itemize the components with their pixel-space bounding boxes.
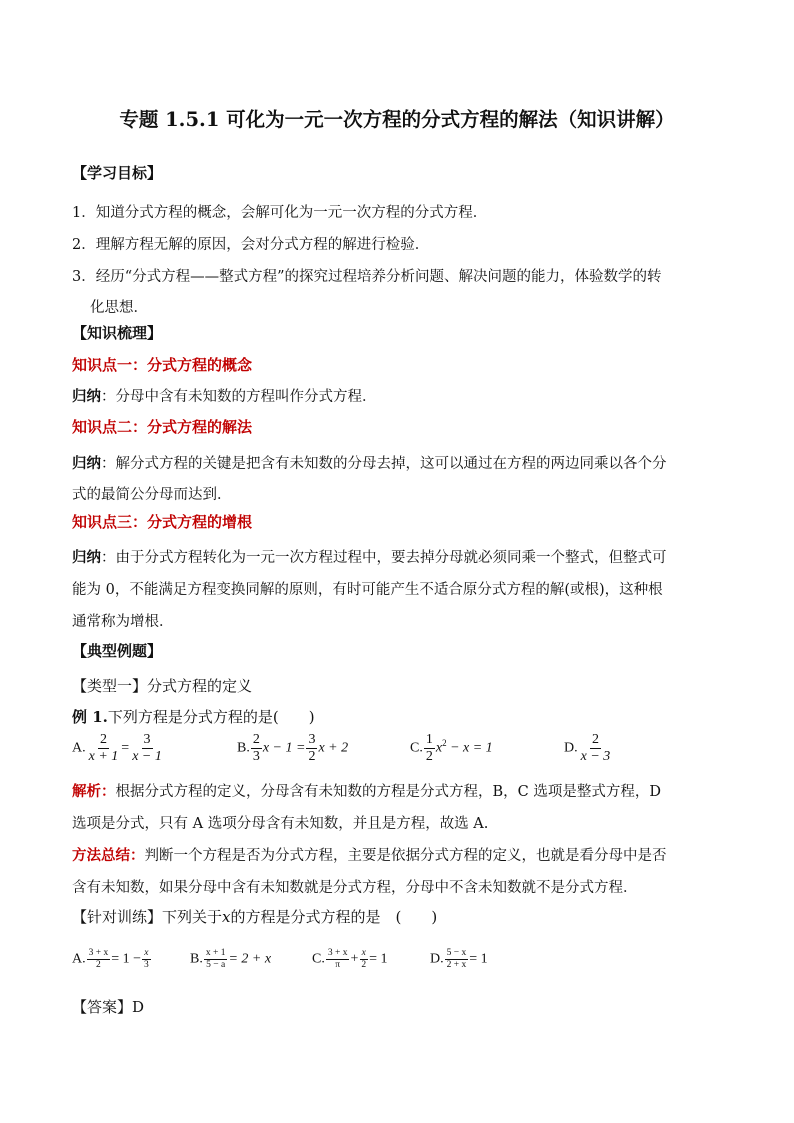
practice-question: 【针对训练】下列关于x的方程是分式方程的是 ( ) <box>72 908 438 926</box>
goal-item: 1．知道分式方程的概念，会解可化为一元一次方程的分式方程． <box>72 205 488 221</box>
examples-heading: 【典型例题】 <box>72 642 163 660</box>
analysis-label: 解析： <box>72 783 116 800</box>
method-summary-continued: 含有未知数，如果分母中含有未知数就是分式方程，分母中不含未知数就不是分式方程． <box>72 880 638 896</box>
knowledge-point-summary <box>72 452 667 473</box>
summary-lead: 归纳 <box>72 455 101 472</box>
answer-value: D <box>132 998 145 1016</box>
knowledge-heading: 【知识梳理】 <box>72 324 163 342</box>
summary-lead: 归纳 <box>72 388 101 405</box>
example-label: 例 1. <box>72 708 108 726</box>
summary-text-continued: 式的最简公分母而达到． <box>72 487 232 503</box>
knowledge-point-title: 知识点三：分式方程的增根 <box>72 513 253 531</box>
summary-text: ：分母中含有未知数的方程叫作分式方程． <box>101 389 377 405</box>
analysis-text-continued: 选项是分式，只有 A 选项分母含有未知数，并且是方程，故选 A. <box>72 816 489 832</box>
practice-label: 【针对训练】 <box>72 908 163 926</box>
goal-item: 2．理解方程无解的原因，会对分式方程的解进行检验． <box>72 237 430 253</box>
learning-goals-heading: 【学习目标】 <box>72 164 163 182</box>
knowledge-point-summary <box>72 385 377 406</box>
practice-option-c: C. $\frac{3 + x}{\pi}$ + $\frac{x}{2}$ = 1 <box>312 948 388 970</box>
option-b: B. $\frac{2}{3}$ x − 1 = $\frac{3}{2}$ x + 2 <box>237 732 349 764</box>
example-question <box>72 706 315 727</box>
option-d: D. $\frac{2}{x - 3}$ <box>564 732 611 764</box>
answer-label: 【答案】 <box>72 998 133 1016</box>
practice-option-b: B. $\frac{x + 1}{5 - a}$ = 2 + x <box>190 948 272 970</box>
page-title: 专题 1.5.1 可化为一元一次方程的分式方程的解法（知识讲解） <box>119 108 675 131</box>
option-c: C. $\frac{1}{2}$ $x^2 - x = 1$ <box>410 732 493 764</box>
goal-item: 3．经历“分式方程——整式方程”的探究过程培养分析问题、解决问题的能力，体验数学的转 <box>72 269 662 285</box>
goal-item-continued: 化思想． <box>90 300 148 316</box>
option-a: A. $\frac{2}{x + 1}$ = $\frac{3}{x - 1}$ <box>72 732 162 764</box>
knowledge-point-title: 知识点二：分式方程的解法 <box>72 418 253 436</box>
summary-text: ：解分式方程的关键是把含有未知数的分母去掉，这可以通过在方程的两边同乘以各个分 <box>101 456 667 472</box>
type-heading: 【类型一】分式方程的定义 <box>72 677 253 695</box>
analysis <box>72 780 661 801</box>
answer <box>72 996 144 1017</box>
summary-text: ：由于分式方程转化为一元一次方程过程中，要去掉分母就必须同乘一个整式，但整式可 <box>101 550 667 566</box>
knowledge-point-title: 知识点一：分式方程的概念 <box>72 356 253 374</box>
analysis-text: 根据分式方程的定义，分母含有未知数的方程是分式方程，B，C 选项是整式方程，D <box>115 784 661 800</box>
method-summary-text: 判断一个方程是否为分式方程，主要是依据分式方程的定义，也就是看分母中是否 <box>144 848 667 864</box>
method-summary-label: 方法总结： <box>72 847 145 864</box>
knowledge-point-summary <box>72 546 667 567</box>
method-summary <box>72 844 667 865</box>
summary-text-continued: 通常称为增根． <box>72 614 174 630</box>
summary-lead: 归纳 <box>72 549 101 566</box>
summary-text-continued: 能为 0，不能满足方程变换同解的原则，有时可能产生不适合原分式方程的解(或根)，这种根 <box>72 582 663 598</box>
practice-option-a: A. $\frac{3 + x}{2}$ = 1 − $\frac{x}{3}$ <box>72 948 149 970</box>
practice-option-d: D. $\frac{5 - x}{2 + x}$ = 1 <box>430 948 488 970</box>
example-text: 下列方程是分式方程的是( ) <box>107 708 315 726</box>
